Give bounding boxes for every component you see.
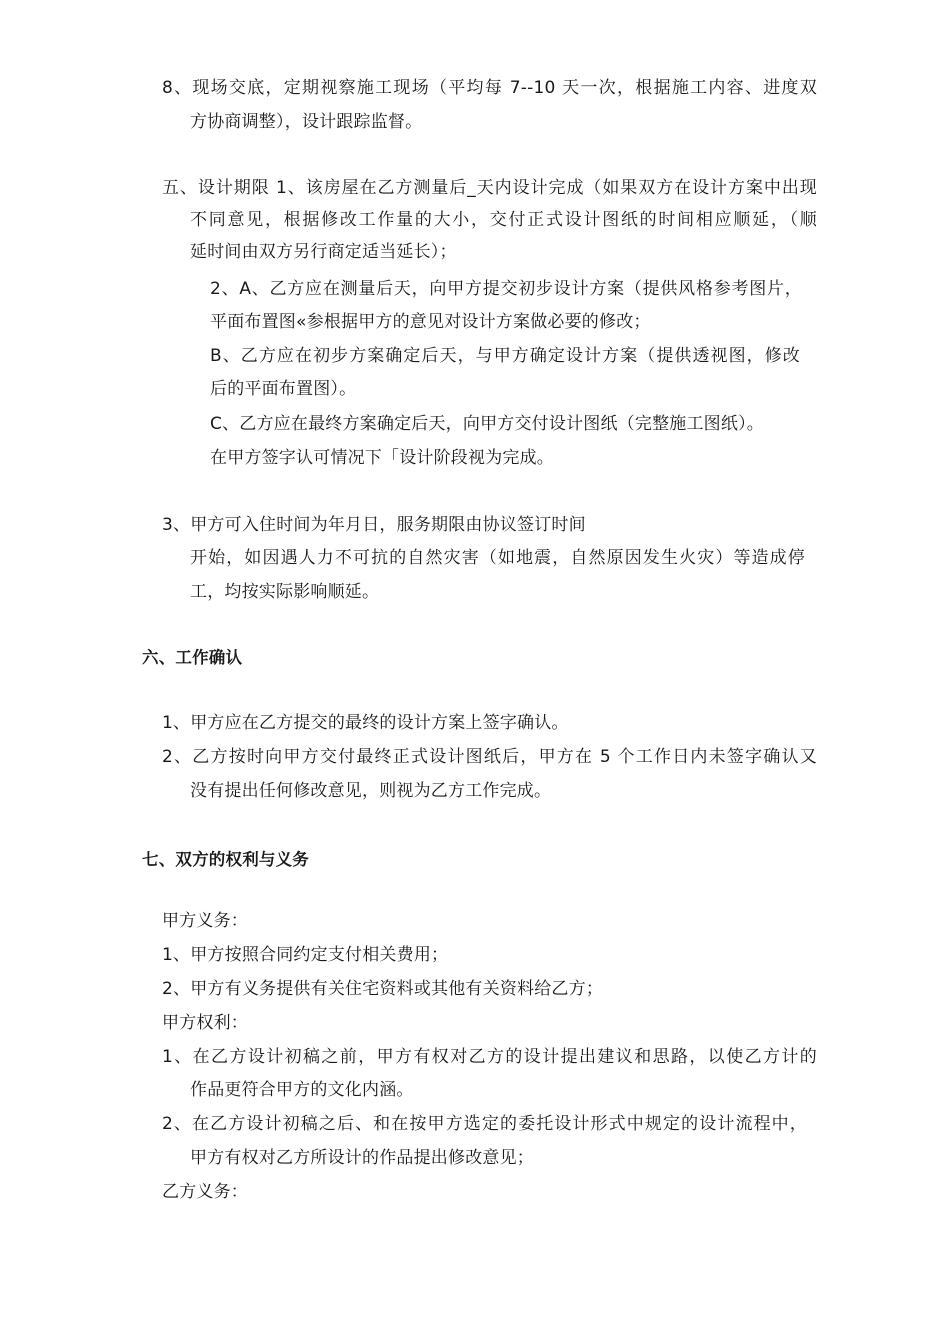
- section-7-heading: 七、双方的权利与义务: [142, 850, 309, 869]
- item-3-line-1: 3、甲方可入住时间为年月日，服务期限由协议签订时间: [162, 515, 586, 535]
- party-a-obligation-1: 1、甲方按照合同约定支付相关费用；: [162, 945, 449, 965]
- item-3-line-3: 工，均按实际影响顺延。: [190, 582, 380, 602]
- item-6-1: 1、甲方应在乙方提交的最终的设计方案上签字确认。: [162, 713, 569, 733]
- party-b-obligations-label: 乙方义务：: [162, 1182, 248, 1202]
- party-a-right-1-line-2: 作品更符合甲方的文化内涵。: [190, 1080, 414, 1100]
- item-8-line-2: 方协商调整），设计跟踪监督。: [190, 112, 423, 132]
- section-6-heading: 六、工作确认: [142, 648, 243, 667]
- party-a-right-2-line-1: 2、在乙方设计初稿之后、和在按甲方选定的委托设计形式中规定的设计流程中，: [162, 1114, 807, 1134]
- item-c-line-2: 在甲方签字认可情况下「设计阶段视为完成。: [210, 448, 554, 468]
- section-5-line-2: 不同意见，根据修改工作量的大小，交付正式设计图纸的时间相应顺延，（顺: [190, 210, 817, 230]
- item-b-line-1: B、乙方应在初步方案确定后天，与甲方确定设计方案（提供透视图，修改: [210, 346, 800, 366]
- party-a-rights-label: 甲方权利：: [162, 1013, 248, 1033]
- item-b-line-2: 后的平面布置图）。: [210, 379, 357, 399]
- item-3-line-2: 开始，如因遇人力不可抗的自然灾害（如地震，自然原因发生火灾）等造成停: [190, 548, 805, 568]
- item-2a-line-1: 2、A、乙方应在测量后天，向甲方提交初步设计方案（提供风格参考图片，: [210, 279, 802, 299]
- party-a-right-1-line-1: 1、在乙方设计初稿之前，甲方有权对乙方的设计提出建议和思路，以使乙方计的: [162, 1047, 817, 1067]
- item-6-2-line-2: 没有提出任何修改意见，则视为乙方工作完成。: [190, 781, 552, 801]
- item-8-line-1: 8、现场交底，定期视察施工现场（平均每 7--10 天一次，根据施工内容、进度双: [162, 78, 817, 98]
- party-a-obligations-label: 甲方义务：: [162, 911, 248, 931]
- item-6-2-line-1: 2、乙方按时向甲方交付最终正式设计图纸后，甲方在 5 个工作日内未签字确认又: [162, 747, 817, 767]
- party-a-right-2-line-2: 甲方有权对乙方所设计的作品提出修改意见；: [190, 1148, 534, 1168]
- section-5-line-3: 延时间由双方另行商定适当延长）；: [190, 242, 457, 262]
- party-a-obligation-2: 2、甲方有义务提供有关住宅资料或其他有关资料给乙方；: [162, 979, 604, 999]
- item-2a-line-2: 平面布置图«参根据甲方的意见对设计方案做必要的修改；: [210, 312, 651, 332]
- item-c-line-1: C、乙方应在最终方案确定后天，向甲方交付设计图纸（完整施工图纸）。: [210, 414, 764, 434]
- section-5-line-1: 五、设计期限 1、该房屋在乙方测量后_天内设计完成（如果双方在设计方案中出现: [162, 178, 817, 198]
